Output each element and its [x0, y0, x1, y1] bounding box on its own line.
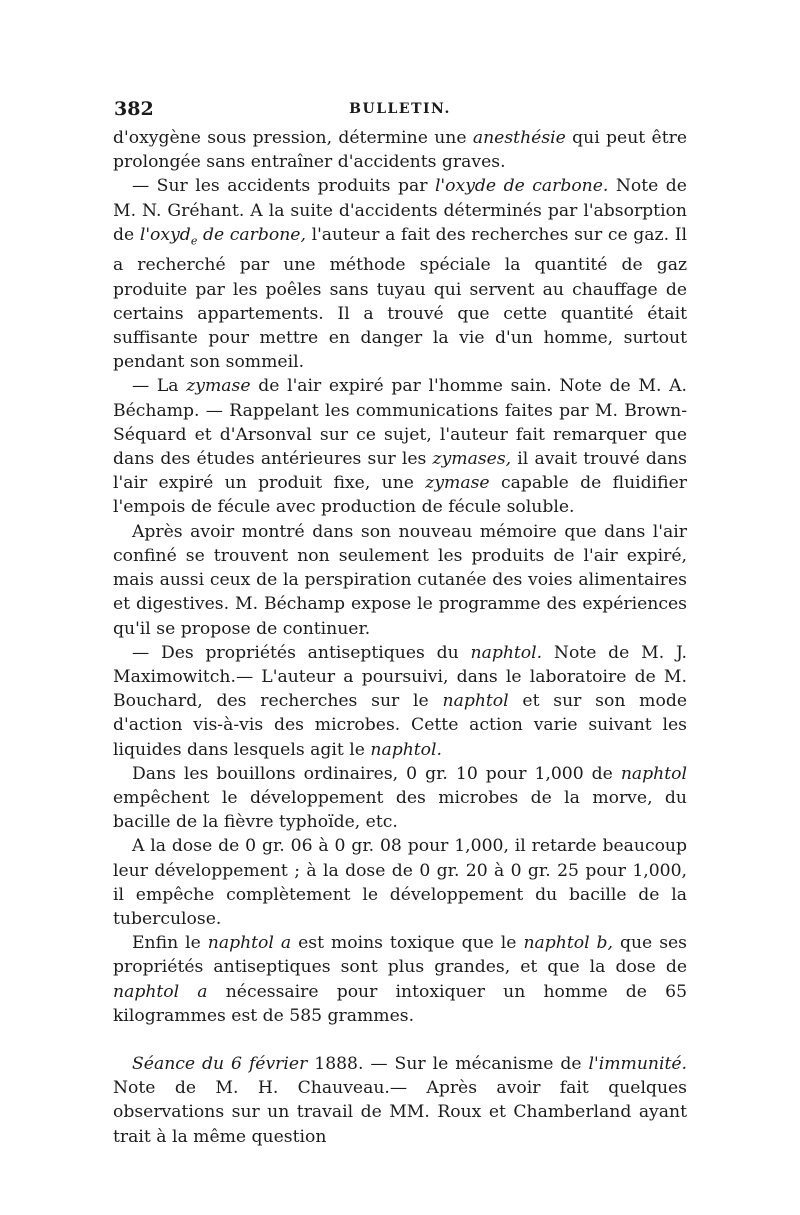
- text-segment: naphtol: [442, 691, 509, 712]
- paragraph: [113, 520, 687, 641]
- text-segment: capable de fluidifier l'empois de fécule avec production de fécule soluble.: [113, 473, 687, 518]
- text-segment: empêchent le développement des microbes de la morve, du bacille de la fièvre typhoïde, etc.: [113, 787, 687, 833]
- text-segment: qui peut être prolongée sans entraîner d'accidents graves.: [113, 128, 688, 173]
- body-text: [113, 126, 687, 1149]
- text-segment: naphtol a: [207, 933, 292, 954]
- text-segment: Note de M. H. Chauveau.— Après avoir fait quelques observations sur un travail de MM. Roux et Chamberland ayant trait à la même question: [113, 1078, 687, 1147]
- text-segment: il avait trouvé dans l'air expiré un produit fixe, une: [113, 449, 687, 494]
- paragraph: [113, 931, 687, 1028]
- text-segment: Enfin le: [132, 933, 208, 954]
- text-segment: naphtol b,: [523, 933, 614, 954]
- text-segment: est moins toxique que le: [291, 933, 524, 954]
- text-segment: Dans les bouillons ordinaires, 0 gr. 10 pour 1,000 de: [132, 763, 621, 784]
- text-segment: l'auteur a fait des recherches sur ce gaz. Il a recherché par une méthode spéciale la quantité de gaz produite par les poêles sans tuyau qui servent au chauffage de certains appartements. Il a trouvé que cette quantité était suffisante pour mettre en danger la vie d'un homme, surtout pendant son sommeil.: [113, 224, 687, 373]
- text-segment: anesthésie: [472, 128, 566, 148]
- paragraph: [113, 762, 687, 835]
- text-segment: zymase: [425, 473, 490, 494]
- running-head: BULLETIN.: [349, 101, 451, 117]
- paragraph: [113, 641, 687, 762]
- text-segment: naphtol a: [113, 981, 208, 1002]
- text-segment: nécessaire pour intoxiquer un homme de 65 kilogrammes est de 585 grammes.: [113, 981, 687, 1026]
- paragraph: [113, 374, 687, 519]
- text-segment: l'immunité.: [588, 1053, 687, 1074]
- text-segment: — La: [132, 376, 187, 397]
- text-segment: — Des propriétés antiseptiques du: [132, 642, 471, 663]
- text-segment: e: [190, 234, 198, 248]
- text-segment: — Sur les accidents produits par: [132, 176, 435, 197]
- text-segment: et sur son mode d'action vis-à-vis des microbes. Cette action varie suivant les liquides dans lesquels agit le: [113, 691, 687, 760]
- text-segment: 1888. — Sur le mécanisme de: [307, 1053, 589, 1074]
- text-segment: que ses propriétés antiseptiques sont plus grandes, et que la dose de: [113, 933, 688, 978]
- text-segment: zymases,: [432, 449, 512, 470]
- text-segment: Note de M. N. Gréhant. A la suite d'accidents déterminés par l'absorption de: [113, 176, 687, 245]
- page-header: [114, 98, 686, 124]
- text-segment: zymase: [186, 376, 251, 397]
- text-segment: Note de M. J. Maximowitch.— L'auteur a poursuivi, dans le laboratoire de M. Bouchard, des recherches sur le: [113, 642, 687, 712]
- text-segment: de carbone,: [197, 224, 306, 245]
- text-segment: l'oxyde de carbone.: [434, 176, 609, 197]
- paragraph: [113, 126, 687, 174]
- text-segment: l'oxyd: [139, 224, 191, 245]
- text-segment: A la dose de 0 gr. 06 à 0 gr. 08 pour 1,000, il retarde beaucoup leur développement ; à la dose de 0 gr. 20 à 0 gr. 25 pour 1,000, il empêche complètement le développement du bacille de la tuberculose.: [113, 836, 687, 929]
- text-segment: Après avoir montré dans son nouveau mémoire que dans l'air confiné se trouvent non seulement les produits de l'air expiré, mais aussi ceux de la perspiration cutanée des voies alimentaires et digestives. M. Béchamp expose le programme des expériences qu'il se propose de continuer.: [113, 521, 687, 639]
- text-segment: naphtol: [620, 763, 687, 784]
- text-segment: d'oxygène sous pression, détermine une: [113, 128, 473, 148]
- text-segment: naphtol.: [370, 739, 442, 760]
- paragraph: [113, 834, 687, 931]
- text-segment: naphtol.: [470, 642, 543, 663]
- paragraph: [113, 1052, 687, 1149]
- page-number: 382: [114, 98, 154, 120]
- paragraph: [113, 174, 687, 374]
- text-segment: de l'air expiré par l'homme sain. Note de M. A. Béchamp. — Rappelant les communications faites par M. Brown-Séquard et d'Arsonval sur ce sujet, l'auteur fait remarquer que dans des études antérieures sur les: [113, 376, 687, 470]
- text-segment: Séance du 6 février: [132, 1053, 308, 1074]
